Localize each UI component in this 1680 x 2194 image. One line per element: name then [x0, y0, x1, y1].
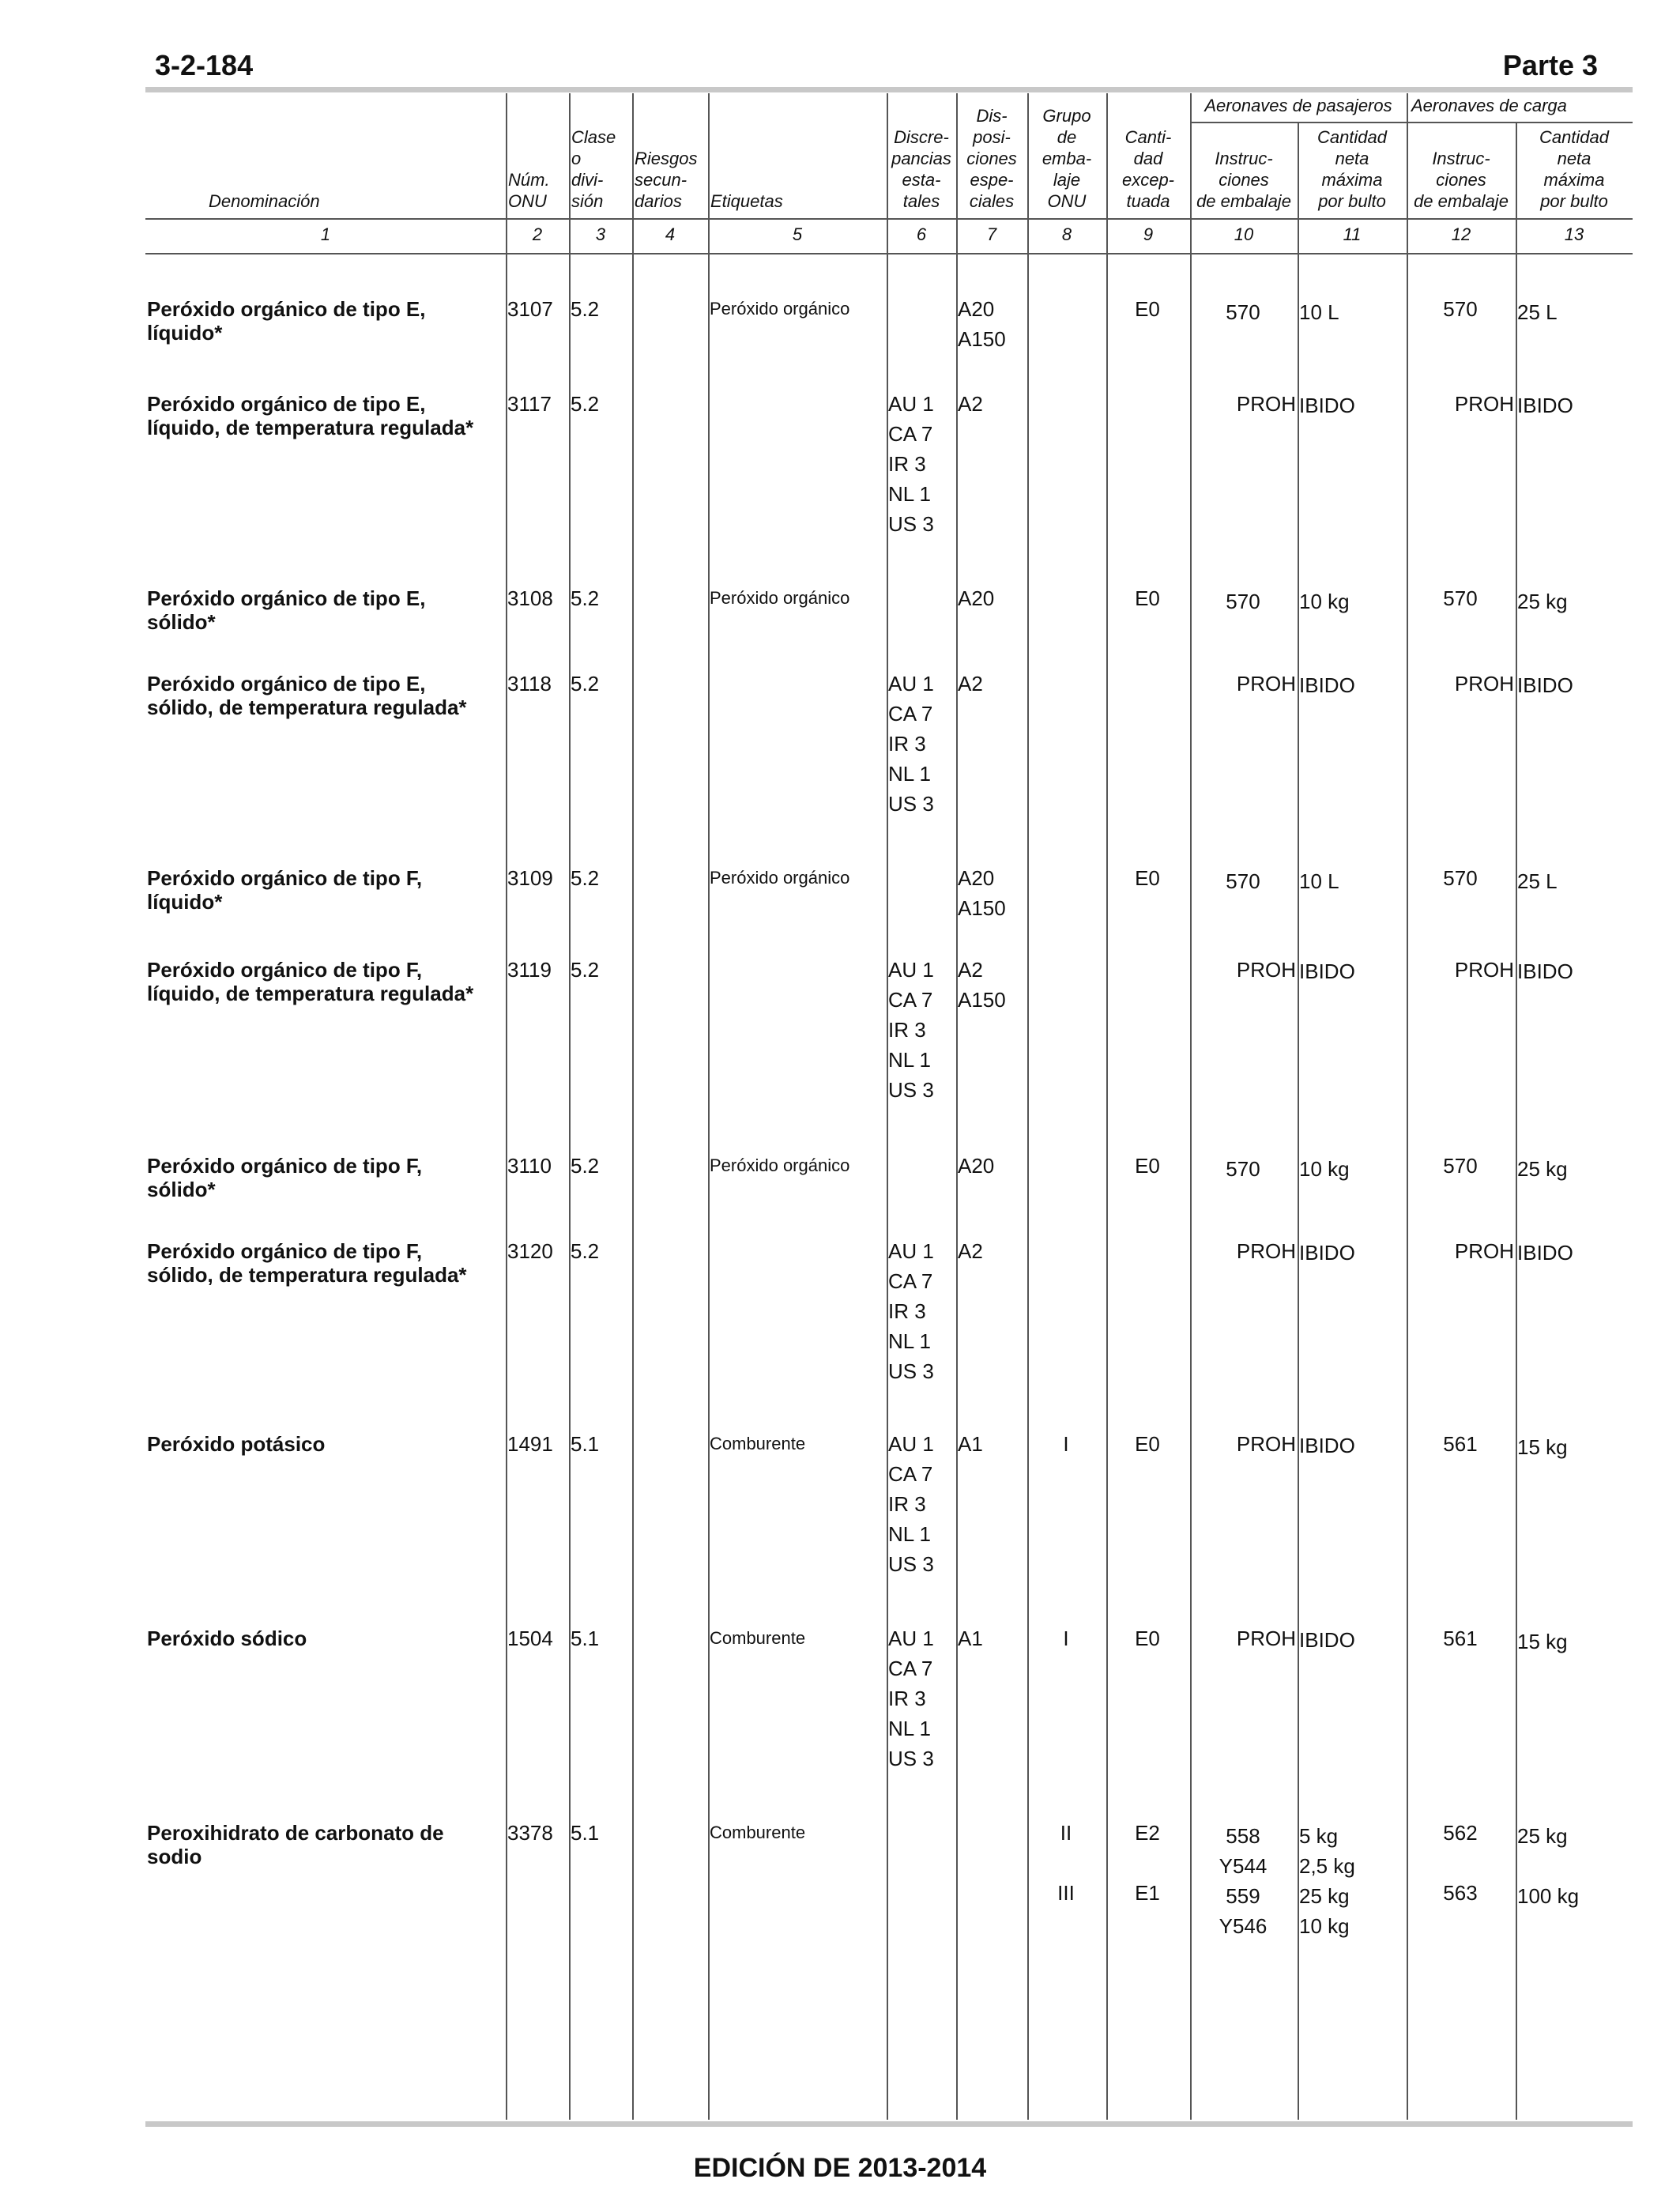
- column-header-8: Grupo de emba- laje ONU: [1042, 106, 1092, 211]
- bottom-rule: [145, 2121, 1633, 2127]
- column-number-8: 8: [1061, 224, 1072, 244]
- column-number-7: 7: [986, 224, 997, 244]
- cell-special: A20 A150: [958, 866, 1006, 920]
- passenger-prohibited-b: IBIDO: [1299, 1434, 1355, 1457]
- cell-cao-qty: 25 kg 100 kg: [1517, 1824, 1580, 1908]
- cell-un: 3107: [507, 297, 553, 321]
- passenger-prohibited-a: PROH: [1236, 958, 1296, 982]
- cell-un: 3109: [507, 866, 553, 890]
- cell-name: Peróxido orgánico de tipo F, líquido, de temperatura regulada*: [147, 958, 474, 1005]
- cell-pax-qty: 10 L: [1299, 300, 1339, 324]
- passenger-aircraft-header: Aeronaves de pasajeros: [1204, 96, 1392, 115]
- cell-variations: AU 1 CA 7 IR 3 NL 1 US 3: [888, 958, 934, 1102]
- cell-pax-pi: 570: [1226, 1157, 1260, 1181]
- column-number-13: 13: [1564, 224, 1584, 244]
- cell-cao-pi: 570: [1443, 1154, 1478, 1178]
- cell-cao-qty: 25 kg: [1517, 590, 1568, 613]
- cell-name: Peróxido orgánico de tipo E, sólido*: [147, 586, 426, 634]
- cell-special: A20: [958, 586, 995, 610]
- column-header-10: Instruc- ciones de embalaje: [1196, 149, 1291, 211]
- column-header-6: Discre- pancias esta- tales: [891, 127, 951, 211]
- cell-variations: AU 1 CA 7 IR 3 NL 1 US 3: [888, 1627, 934, 1770]
- cell-un: 3118: [507, 672, 552, 696]
- cell-un: 3378: [507, 1821, 553, 1845]
- column-header-2: Núm. ONU: [508, 170, 550, 211]
- cell-special: A20: [958, 1154, 995, 1178]
- cell-un: 3120: [507, 1239, 553, 1263]
- column-number-6: 6: [916, 224, 927, 244]
- cell-special: A20 A150: [958, 297, 1006, 351]
- cell-variations: AU 1 CA 7 IR 3 NL 1 US 3: [888, 672, 934, 816]
- cargo-prohibited-a: PROH: [1454, 392, 1514, 416]
- cell-cao-pi: 562 563: [1443, 1821, 1478, 1905]
- column-header-4: Riesgos secun- darios: [635, 149, 698, 211]
- edition-footer: EDICIÓN DE 2013-2014: [693, 2153, 987, 2183]
- cell-cao-pi: 561: [1443, 1627, 1478, 1650]
- cell-cao-qty: 25 L: [1517, 869, 1558, 893]
- part-title: Parte 3: [1502, 49, 1598, 81]
- column-number-1: 1: [320, 224, 331, 244]
- cell-class: 5.2: [571, 672, 600, 696]
- cell-pax-qty: 10 kg: [1299, 590, 1350, 613]
- cell-eq: E0: [1135, 297, 1160, 321]
- cell-label: Comburente: [710, 1823, 806, 1842]
- cargo-prohibited-a: PROH: [1454, 958, 1514, 982]
- cargo-aircraft-header: Aeronaves de carga: [1411, 96, 1567, 115]
- cell-pax-pi: 558 Y544 559 Y546: [1219, 1824, 1268, 1938]
- column-number-10: 10: [1234, 224, 1254, 244]
- cell-name: Peróxido orgánico de tipo E, sólido, de temperatura regulada*: [147, 672, 467, 719]
- passenger-prohibited-b: IBIDO: [1299, 673, 1355, 697]
- column-number-3: 3: [595, 224, 606, 244]
- cell-name: Peróxido orgánico de tipo F, sólido, de temperatura regulada*: [147, 1239, 467, 1287]
- cell-variations: AU 1 CA 7 IR 3 NL 1 US 3: [888, 1432, 934, 1576]
- column-number-5: 5: [792, 224, 803, 244]
- cell-label: Peróxido orgánico: [710, 1155, 850, 1175]
- cell-class: 5.2: [571, 1239, 600, 1263]
- column-header-12: Instruc- ciones de embalaje: [1414, 149, 1509, 211]
- cell-cao-qty: 15 kg: [1517, 1630, 1568, 1653]
- cell-cao-pi: 570: [1443, 297, 1478, 321]
- cell-un: 3119: [507, 958, 552, 982]
- cell-special: A1: [958, 1627, 983, 1650]
- cell-un: 1504: [507, 1627, 553, 1650]
- cell-class: 5.2: [571, 1154, 600, 1178]
- cell-special: A2: [958, 392, 983, 416]
- column-divider: [1106, 93, 1108, 2120]
- cell-special: A2: [958, 1239, 983, 1263]
- column-header-5: Etiquetas: [710, 191, 783, 211]
- cell-pax-qty: 10 L: [1299, 869, 1339, 893]
- cell-label: Peróxido orgánico: [710, 299, 850, 319]
- column-divider: [632, 93, 634, 2120]
- cell-cao-qty: 25 L: [1517, 300, 1558, 324]
- cell-name: Peróxido orgánico de tipo F, sólido*: [147, 1154, 423, 1201]
- cell-un: 3110: [507, 1154, 552, 1178]
- cell-pg: I: [1063, 1627, 1069, 1650]
- column-divider: [708, 93, 710, 2120]
- cell-class: 5.1: [571, 1432, 600, 1456]
- cell-label: Comburente: [710, 1628, 806, 1648]
- cargo-prohibited-b: IBIDO: [1517, 1241, 1573, 1265]
- column-divider: [1027, 93, 1029, 2120]
- cell-class: 5.2: [571, 392, 600, 416]
- cell-pg: II III: [1057, 1821, 1075, 1905]
- cargo-prohibited-b: IBIDO: [1517, 394, 1573, 417]
- passenger-prohibited-a: PROH: [1236, 392, 1296, 416]
- cell-name: Peróxido potásico: [147, 1432, 326, 1456]
- passenger-prohibited-b: IBIDO: [1299, 959, 1355, 983]
- cell-eq: E0: [1135, 1627, 1160, 1650]
- column-header-11: Cantidad neta máxima por bulto: [1317, 127, 1388, 211]
- cell-eq: E0: [1135, 866, 1160, 890]
- column-number-9: 9: [1143, 224, 1154, 244]
- cell-eq: E0: [1135, 1154, 1160, 1178]
- cell-name: Peróxido orgánico de tipo F, líquido*: [147, 866, 423, 914]
- cargo-prohibited-b: IBIDO: [1517, 673, 1573, 697]
- cell-class: 5.1: [571, 1821, 600, 1845]
- cargo-prohibited-a: PROH: [1454, 672, 1514, 696]
- cell-pax-pi: 570: [1226, 590, 1260, 613]
- column-number-12: 12: [1451, 224, 1471, 244]
- cell-cao-qty: 25 kg: [1517, 1157, 1568, 1181]
- cell-cao-pi: 570: [1443, 586, 1478, 610]
- cell-cao-pi: 561: [1443, 1432, 1478, 1456]
- column-header-7: Dis- posi- ciones espe- ciales: [966, 106, 1017, 211]
- cell-class: 5.2: [571, 586, 600, 610]
- cell-class: 5.2: [571, 297, 600, 321]
- passenger-prohibited-b: IBIDO: [1299, 1241, 1355, 1265]
- cargo-prohibited-a: PROH: [1454, 1239, 1514, 1263]
- cargo-prohibited-b: IBIDO: [1517, 959, 1573, 983]
- cell-label: Peróxido orgánico: [710, 868, 850, 888]
- column-header-9: Canti- dad excep- tuada: [1121, 127, 1175, 211]
- cell-class: 5.1: [571, 1627, 600, 1650]
- passenger-prohibited-a: PROH: [1236, 1627, 1296, 1650]
- cell-class: 5.2: [571, 866, 600, 890]
- passenger-prohibited-a: PROH: [1236, 1432, 1296, 1456]
- column-header-13: Cantidad neta máxima por bulto: [1539, 127, 1610, 211]
- cell-cao-qty: 15 kg: [1517, 1435, 1568, 1459]
- cell-eq: E0: [1135, 586, 1160, 610]
- column-header-1: Denominación: [209, 191, 320, 211]
- cell-pax-qty: 5 kg 2,5 kg 25 kg 10 kg: [1299, 1824, 1355, 1938]
- cell-name: Peroxihidrato de carbonato de sodio: [147, 1821, 444, 1868]
- cell-special: A2: [958, 672, 983, 696]
- cell-variations: AU 1 CA 7 IR 3 NL 1 US 3: [888, 392, 934, 536]
- cell-class: 5.2: [571, 958, 600, 982]
- column-number-2: 2: [532, 224, 543, 244]
- cell-eq: E2 E1: [1135, 1821, 1160, 1905]
- cell-label: Peróxido orgánico: [710, 588, 850, 608]
- cell-name: Peróxido orgánico de tipo E, líquido, de temperatura regulada*: [147, 392, 474, 439]
- cell-label: Comburente: [710, 1434, 806, 1453]
- cell-pax-qty: 10 kg: [1299, 1157, 1350, 1181]
- page-number: 3-2-184: [155, 49, 254, 81]
- cell-un: 3117: [507, 392, 552, 416]
- passenger-group-rule: [1190, 122, 1633, 123]
- cell-pax-pi: 570: [1226, 300, 1260, 324]
- passenger-prohibited-a: PROH: [1236, 672, 1296, 696]
- cell-cao-pi: 570: [1443, 866, 1478, 890]
- column-number-11: 11: [1343, 224, 1362, 244]
- cell-un: 3108: [507, 586, 553, 610]
- cell-pg: I: [1063, 1432, 1069, 1456]
- cell-special: A1: [958, 1432, 983, 1456]
- cell-special: A2 A150: [958, 958, 1006, 1012]
- passenger-prohibited-b: IBIDO: [1299, 394, 1355, 417]
- passenger-prohibited-a: PROH: [1236, 1239, 1296, 1263]
- column-number-4: 4: [665, 224, 676, 244]
- column-header-3: Clase o divi- sión: [571, 127, 616, 211]
- cell-name: Peróxido sódico: [147, 1627, 307, 1650]
- cell-name: Peróxido orgánico de tipo E, líquido*: [147, 297, 426, 345]
- cell-eq: E0: [1135, 1432, 1160, 1456]
- cell-un: 1491: [507, 1432, 553, 1456]
- cell-pax-pi: 570: [1226, 869, 1260, 893]
- cell-variations: AU 1 CA 7 IR 3 NL 1 US 3: [888, 1239, 934, 1383]
- passenger-prohibited-b: IBIDO: [1299, 1628, 1355, 1652]
